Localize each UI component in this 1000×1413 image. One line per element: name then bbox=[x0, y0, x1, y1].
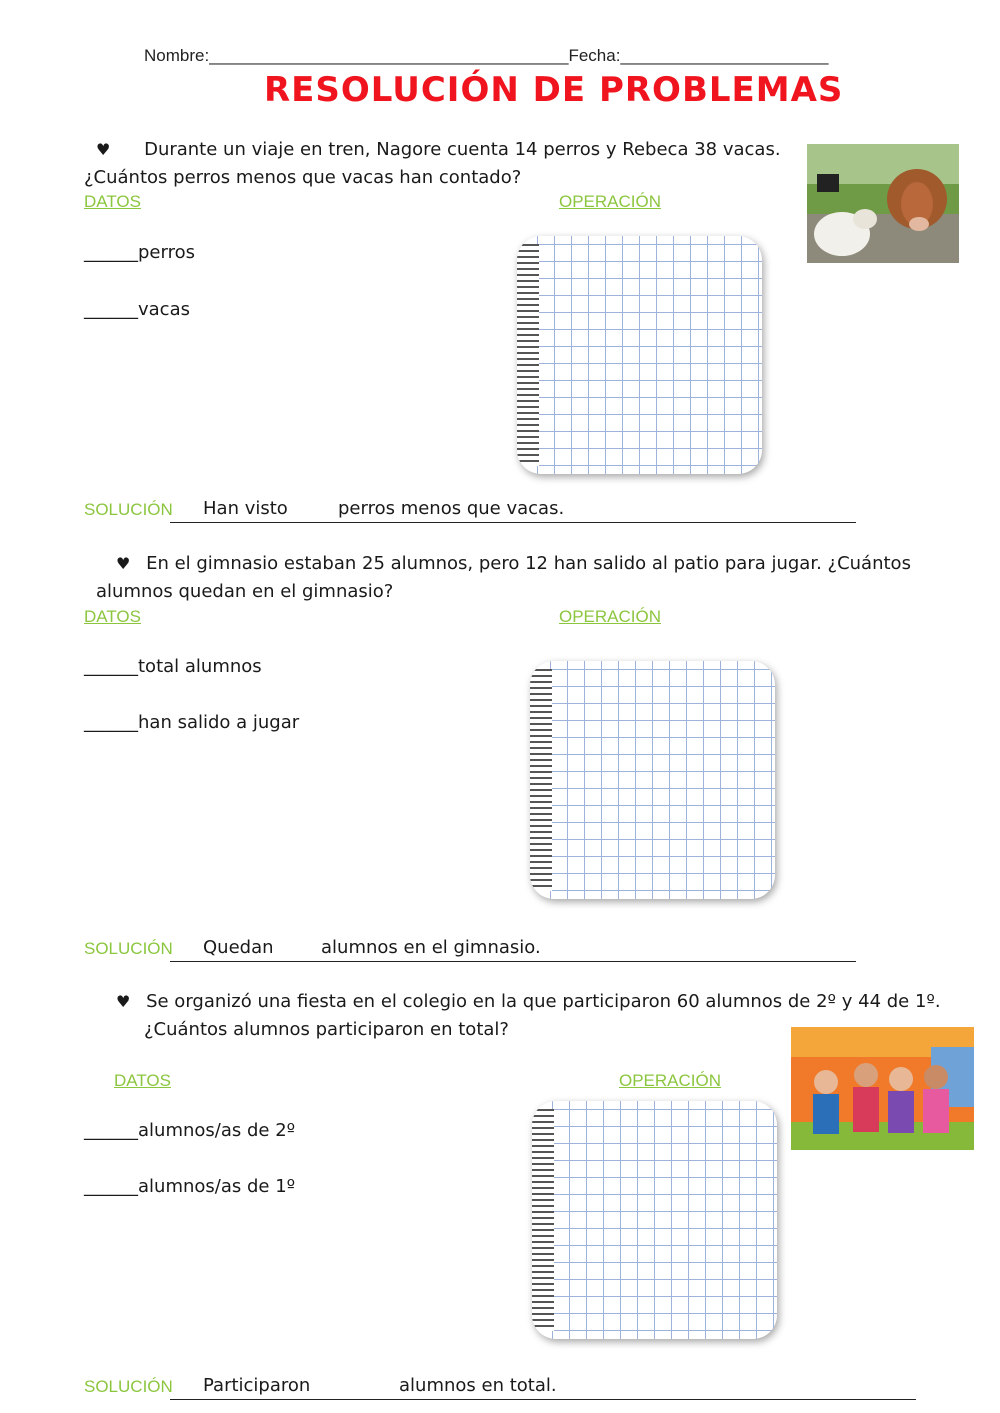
spiral-binding bbox=[517, 244, 539, 466]
problem-1-line1: Durante un viaje en tren, Nagore cuenta 14 perros y Rebeca 38 vacas. bbox=[144, 139, 781, 160]
cows-photo bbox=[807, 144, 959, 263]
heart-icon: ♥ bbox=[116, 554, 131, 573]
heart-icon: ♥ bbox=[116, 992, 131, 1011]
problem-1-operation-notebook[interactable] bbox=[517, 236, 762, 474]
problem-3-solucion-part1: Participaron bbox=[203, 1375, 311, 1396]
problem-1-solucion-label: SOLUCIÓN bbox=[84, 500, 173, 519]
problem-2-dato-1[interactable]: ______total alumnos bbox=[84, 656, 262, 677]
problem-1-dato-1[interactable]: ______perros bbox=[84, 242, 195, 263]
problem-3-question bbox=[116, 988, 941, 1016]
problem-1-datos-label: DATOS bbox=[84, 192, 141, 211]
problem-1-operacion-label: OPERACIÓN bbox=[559, 192, 662, 211]
problem-1-dato-2[interactable]: ______vacas bbox=[84, 299, 190, 320]
name-label: Nombre: bbox=[144, 46, 210, 65]
problem-2-line1: En el gimnasio estaban 25 alumnos, pero 12 han salido al patio para jugar. ¿Cuántos bbox=[146, 553, 911, 574]
problem-2-dato-2[interactable]: ______han salido a jugar bbox=[84, 712, 300, 733]
problem-3-line1: Se organizó una fiesta en el colegio en la que participaron 60 alumnos de 2º y 44 de 1º. bbox=[146, 991, 941, 1012]
heart-icon: ♥ bbox=[96, 140, 111, 159]
problem-2-solucion-part2: alumnos en el gimnasio. bbox=[321, 937, 541, 958]
problem-2-solucion-label: SOLUCIÓN bbox=[84, 939, 173, 958]
spiral-binding bbox=[530, 669, 552, 891]
problem-3-operation-notebook[interactable] bbox=[532, 1101, 777, 1339]
problem-1-solucion-part1: Han visto bbox=[203, 498, 288, 519]
problem-1-question bbox=[96, 136, 781, 164]
problem-3-datos-label: DATOS bbox=[114, 1071, 171, 1090]
date-label: Fecha: bbox=[568, 46, 621, 65]
problem-3-line2: ¿Cuántos alumnos participaron en total? bbox=[144, 1019, 509, 1040]
problem-3-solucion-part2: alumnos en total. bbox=[399, 1375, 557, 1396]
header-line bbox=[144, 46, 828, 66]
problem-3-operacion-label: OPERACIÓN bbox=[619, 1071, 722, 1090]
problem-2-question bbox=[116, 550, 911, 578]
page-title: RESOLUCIÓN DE PROBLEMAS bbox=[264, 70, 844, 110]
problem-2-operation-notebook[interactable] bbox=[530, 661, 775, 899]
problem-2-datos-label: DATOS bbox=[84, 607, 141, 626]
problem-1-line2: ¿Cuántos perros menos que vacas han contado? bbox=[84, 167, 522, 188]
problem-2-operacion-label: OPERACIÓN bbox=[559, 607, 662, 626]
problem-3-dato-2[interactable]: ______alumnos/as de 1º bbox=[84, 1176, 296, 1197]
problem-3-dato-1[interactable]: ______alumnos/as de 2º bbox=[84, 1120, 296, 1141]
problem-3-solucion-label: SOLUCIÓN bbox=[84, 1377, 173, 1396]
spiral-binding bbox=[532, 1109, 554, 1331]
name-blank[interactable]: ______________________________________ bbox=[209, 46, 569, 65]
date-blank[interactable]: ______________________ bbox=[620, 46, 829, 65]
problem-2-line2: alumnos quedan en el gimnasio? bbox=[96, 581, 394, 602]
party-photo bbox=[791, 1027, 974, 1150]
problem-2-solucion-part1: Quedan bbox=[203, 937, 274, 958]
problem-1-solucion-part2: perros menos que vacas. bbox=[338, 498, 565, 519]
